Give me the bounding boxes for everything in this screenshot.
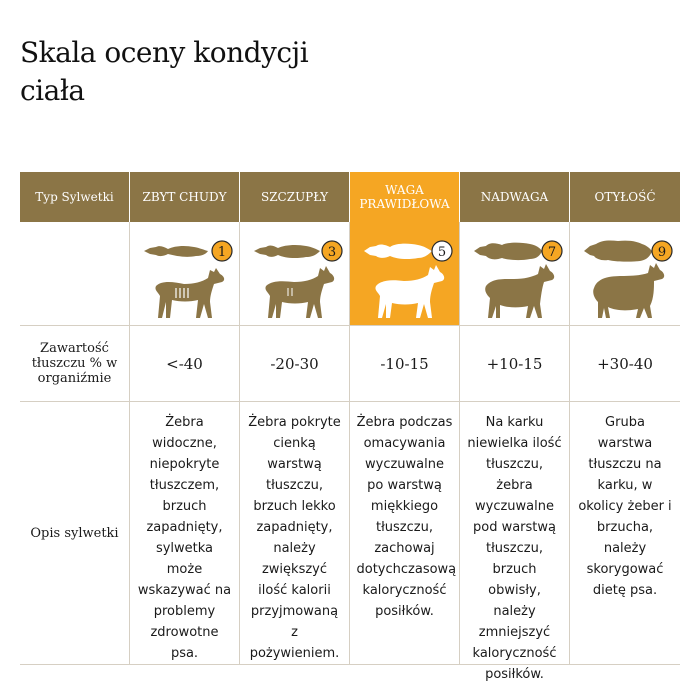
dog-side-view-icon (258, 262, 338, 322)
desc-cell-szczuply (240, 402, 350, 665)
dog-side-view-icon (148, 262, 228, 322)
desc-row-label: Opis sylwetki (20, 402, 130, 665)
desc-otylosc: Gruba warstwa tłuszczu na karku, w okolicy żeber i brzucha, należy skorygować dietę psa. (578, 415, 672, 598)
fat-row-label: Zawartość tłuszczu % w organiźmie (20, 326, 130, 402)
desc-cell-waga-prawidlowa (350, 402, 460, 665)
dog-side-view-icon (368, 262, 448, 322)
desc-nadwaga: Na karku niewielka ilość tłuszczu, żebra wyczuwalne pod warstwą tłuszczu, brzuch obwisły, należy zmniejszyć kaloryczność posiłków. (467, 415, 562, 682)
score-badge-7-text: 7 (547, 245, 557, 260)
header-zbyt-chudy: ZBYT CHUDY (130, 172, 240, 222)
fat-value-nadwaga: +10-15 (460, 326, 570, 402)
header-szczuply: SZCZUPŁY (240, 172, 350, 222)
desc-cell-zbyt-chudy (130, 402, 240, 665)
fat-value-szczuply: -20-30 (240, 326, 350, 402)
header-nadwaga: NADWAGA (460, 172, 570, 222)
fat-value-otylosc: +30-40 (570, 326, 680, 402)
dog-side-view-icon (478, 262, 558, 322)
fat-value-zbyt-chudy: <-40 (130, 326, 240, 402)
icon-cell-zbyt-chudy (130, 222, 240, 326)
header-otylosc: OTYŁOŚĆ (570, 172, 680, 222)
header-row-label: Typ Sylwetki (20, 172, 130, 222)
score-badge-5-text: 5 (437, 245, 447, 260)
desc-szczuply: Żebra pokryte cienką warstwą tłuszczu, brzuch lekko zapadnięty, należy zwiększyć ilość kalorii przyjmowaną z pożywieniem. (248, 415, 341, 661)
icon-cell-nadwaga (460, 222, 570, 326)
header-waga-prawidlowa: WAGA PRAWIDŁOWA (350, 172, 460, 222)
fat-value-waga-prawidlowa: -10-15 (350, 326, 460, 402)
score-badge-3-text: 3 (327, 245, 337, 260)
icon-cell-szczuply (240, 222, 350, 326)
page-title: Skala oceny kondycji ciała (20, 36, 309, 107)
icon-row-label-cell (20, 222, 130, 326)
desc-zbyt-chudy: Żebra widoczne, niepokryte tłuszczem, brzuch zapadnięty, sylwetka może wskazywać na problemy zdrowotne psa. (137, 415, 232, 661)
icon-cell-waga-prawidlowa (350, 222, 460, 326)
body-condition-table (20, 172, 680, 682)
score-badge-1-text: 1 (217, 245, 227, 260)
score-badge-9-text: 9 (657, 245, 667, 260)
desc-waga-prawidlowa: Żebra podczas omacywania wyczuwalne po warstwą miękkiego tłuszczu, zachowaj dotychczasową kaloryczność posiłków. (356, 415, 457, 619)
dog-side-view-icon (588, 262, 668, 322)
desc-cell-otylosc (570, 402, 680, 665)
desc-cell-nadwaga (460, 402, 570, 682)
icon-cell-otylosc (570, 222, 680, 326)
